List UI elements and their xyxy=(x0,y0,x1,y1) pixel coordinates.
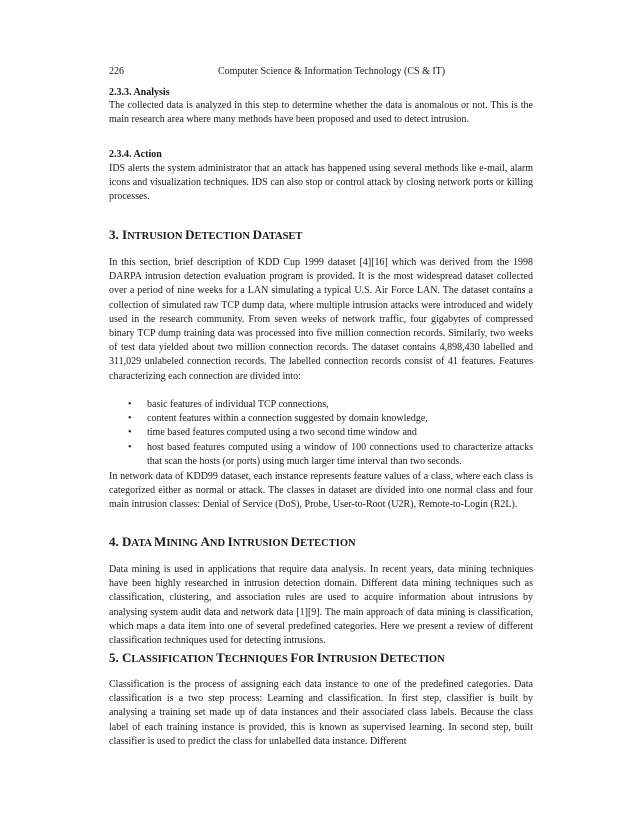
list-item: • content features within a connection suggested by domain knowledge, xyxy=(109,412,533,426)
paragraph-classification: Classification is the process of assigning each data instance to one of the predefined categories. Data classification is a two step process: Learning and classification. In first step, classifier is built by analysing a training set made up of data instances and their associated class labels. Because the class label of each training instance is provided, this is known as supervised learning. In second step, built classifier is used to predict the class for unlabelled data instance. Different xyxy=(109,679,533,747)
paragraph-data-mining: Data mining is used in applications that require data analysis. In recent years, data mining techniques have been highly researched in intrusion detection domain. Different data mining techniques such as classification, clustering, and association rules are used to acquire information about intrusions by analysing system audit data and network data [1][9]. The main approach of data mining is classification, which maps a data item into one of several predefined categories. Here we present a review of different classification techniques used for detecting intrusions. xyxy=(109,564,533,647)
list-item: • basic features of individual TCP connections, xyxy=(109,398,533,412)
subsection-heading-action: 2.3.4. Action xyxy=(109,149,162,160)
list-item: • time based features computed using a two second time window and xyxy=(109,426,533,440)
section-heading-5: 5. CLASSIFICATION TECHNIQUES FOR INTRUSION DETECTION xyxy=(109,650,445,665)
paragraph-kdd-dataset: In this section, brief description of KDD Cup 1999 dataset [4][16] which was derived from the 1998 DARPA intrusion detection evaluation program is provided. It is the most widespread dataset collected over a period of nine weeks for a LAN simulating a typical U.S. Air Force LAN. The dataset contains a collection of simulated raw TCP dump data, where multiple intrusion attacks were introduced and widely used in the research community. From seven weeks of network traffic, four gigabytes of compressed binary TCP dump training data was processed into five million connection records. Similarly, two weeks of test data yielded about two million connection records. The dataset contains 4,898,430 labelled and 311,029 unlabeled connection records. The labelled connection records consist of 41 features. Features characterizing each connection are divided into: xyxy=(109,257,533,382)
paragraph-analysis: The collected data is analyzed in this step to determine whether the data is anomalous or not. This is the main research area where many methods have been proposed and used to detect intrusion. xyxy=(109,100,533,126)
page-number: 226 xyxy=(109,66,124,77)
section-heading-4: 4. DATA MINING AND INTRUSION DETECTION xyxy=(109,534,356,549)
bullet-glyph: • xyxy=(128,427,132,439)
bullet-glyph: • xyxy=(128,441,132,453)
bullet-glyph: • xyxy=(128,413,132,425)
section-heading-3: 3. INTRUSION DETECTION DATASET xyxy=(109,227,303,242)
list-item: • host based features computed using a window of 100 connections used to characterize attacks that scan the hosts (or ports) using much larger time interval than two seconds. xyxy=(128,441,533,467)
paragraph-kdd-classes: In network data of KDD99 dataset, each instance represents feature values of a class, where each class is categorized either as normal or attack. The classes in dataset are divided into one normal class and four main intrusion classes: Denial of Service (DoS), Probe, User-to-Root (U2R), Remote-to-Login (R2L). xyxy=(109,471,533,511)
bullet-glyph: • xyxy=(128,399,132,410)
subsection-heading-analysis: 2.3.3. Analysis xyxy=(109,87,170,98)
journal-title: Computer Science & Information Technology (CS & IT) xyxy=(218,66,446,77)
paragraph-action: IDS alerts the system administrator that an attack has happened using several methods like e-mail, alarm icons and visualization techniques. IDS can also stop or control attack by closing network ports or killing processes. xyxy=(109,163,533,203)
feature-list xyxy=(109,398,533,469)
